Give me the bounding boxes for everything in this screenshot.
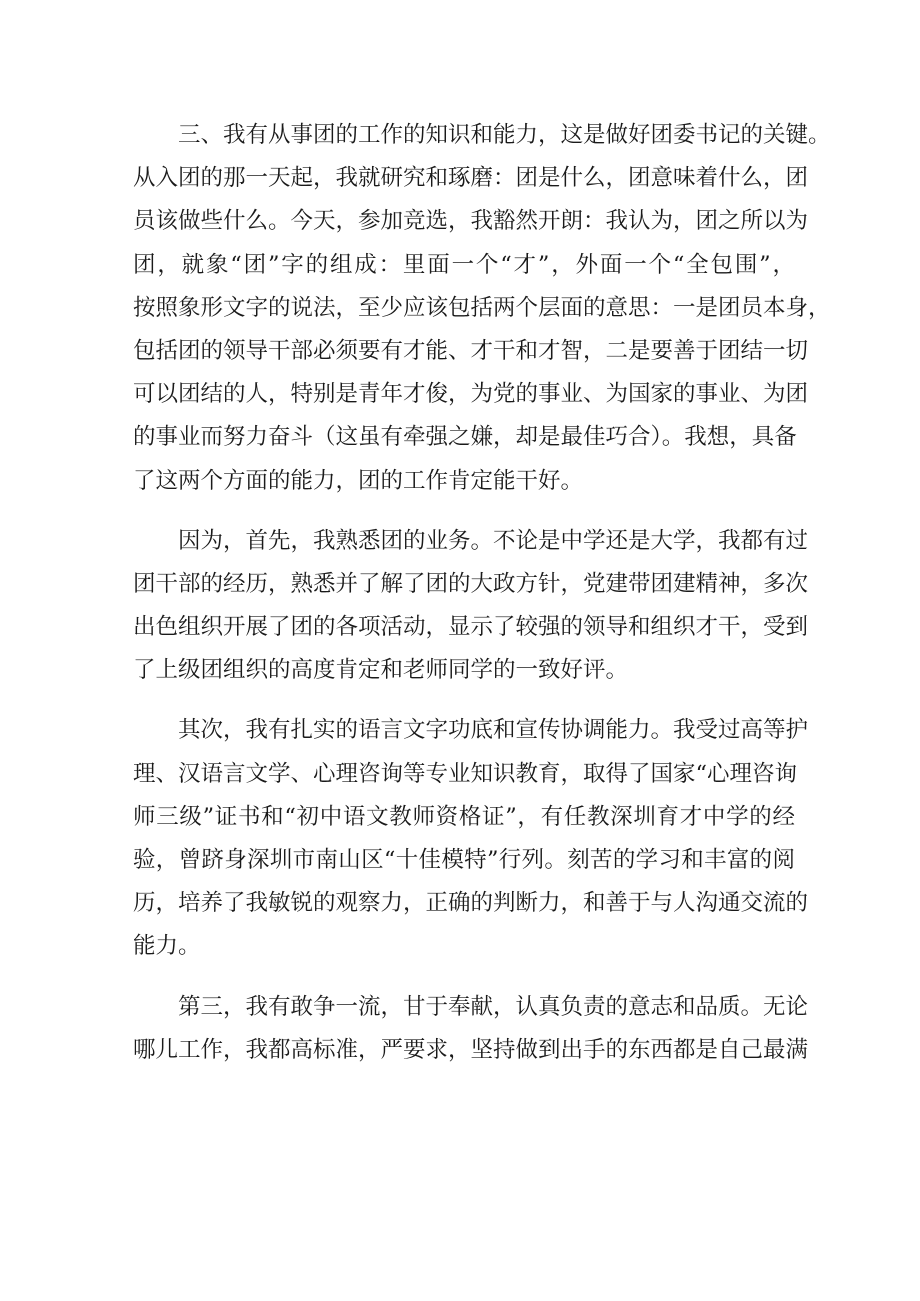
- text-line: 团干部的经历，熟悉并了解了团的大政方针，党建带团建精神，多次: [133, 570, 809, 597]
- text-line: 能力。: [133, 933, 201, 960]
- text-line: 了这两个方面的能力，团的工作肯定能干好。: [133, 467, 584, 494]
- text-line: 包括团的领导干部必须要有才能、才干和才智，二是要善于团结一切: [133, 337, 809, 364]
- body-text: [133, 114, 831, 1089]
- text-line: 的事业而努力奋斗（这虽有牵强之嫌，却是最佳巧合）。我想，具备: [133, 424, 797, 451]
- text-line: 验，曾跻身深圳市南山区“十佳模特”行列。刻苦的学习和丰富的阅: [133, 847, 795, 873]
- text-line: 历，培养了我敏锐的观察力，正确的判断力，和善于与人沟通交流的: [133, 890, 809, 917]
- text-line: 员该做些什么。今天，参加竞选，我豁然开朗：我认为，团之所以为: [133, 208, 809, 235]
- paragraph-4: [133, 986, 809, 1072]
- paragraph-3: [133, 709, 809, 968]
- text-line: 理、汉语言文学、心理咨询等专业知识教育，取得了国家“心理咨询: [133, 760, 798, 787]
- paragraph-1: [133, 114, 831, 503]
- text-line: 了上级团组织的高度肯定和老师同学的一致好评。: [133, 657, 629, 684]
- text-line: 哪儿工作，我都高标准，严要求，坚持做到出手的东西都是自己最满: [133, 1036, 809, 1063]
- text-line: 团，就象“团”字的组成：里面一个“才”，外面一个“全包围”，: [133, 251, 795, 278]
- text-line: 三、我有从事团的工作的知识和能力，这是做好团委书记的关键。: [178, 122, 831, 148]
- text-line: 师三级”证书和“初中语文教师资格证”，有任教深圳育才中学的经: [133, 803, 795, 830]
- text-line: 出色组织开展了团的各项活动，显示了较强的领导和组织才干，受到: [133, 614, 809, 641]
- text-line: 从入团的那一天起，我就研究和琢磨：团是什么，团意味着什么，团: [133, 165, 809, 192]
- text-line: 按照象形文字的说法，至少应该包括两个层面的意思：一是团员本身，: [133, 294, 831, 321]
- text-line: 其次，我有扎实的语言文字功底和宣传协调能力。我受过高等护: [178, 717, 809, 744]
- paragraph-2: [133, 520, 809, 693]
- text-line: 第三，我有敢争一流，甘于奉献，认真负责的意志和品质。无论: [178, 993, 809, 1020]
- text-line: 因为，首先，我熟悉团的业务。不论是中学还是大学，我都有过: [178, 527, 809, 554]
- text-line: 可以团结的人，特别是青年才俊，为党的事业、为国家的事业、为团: [133, 381, 809, 408]
